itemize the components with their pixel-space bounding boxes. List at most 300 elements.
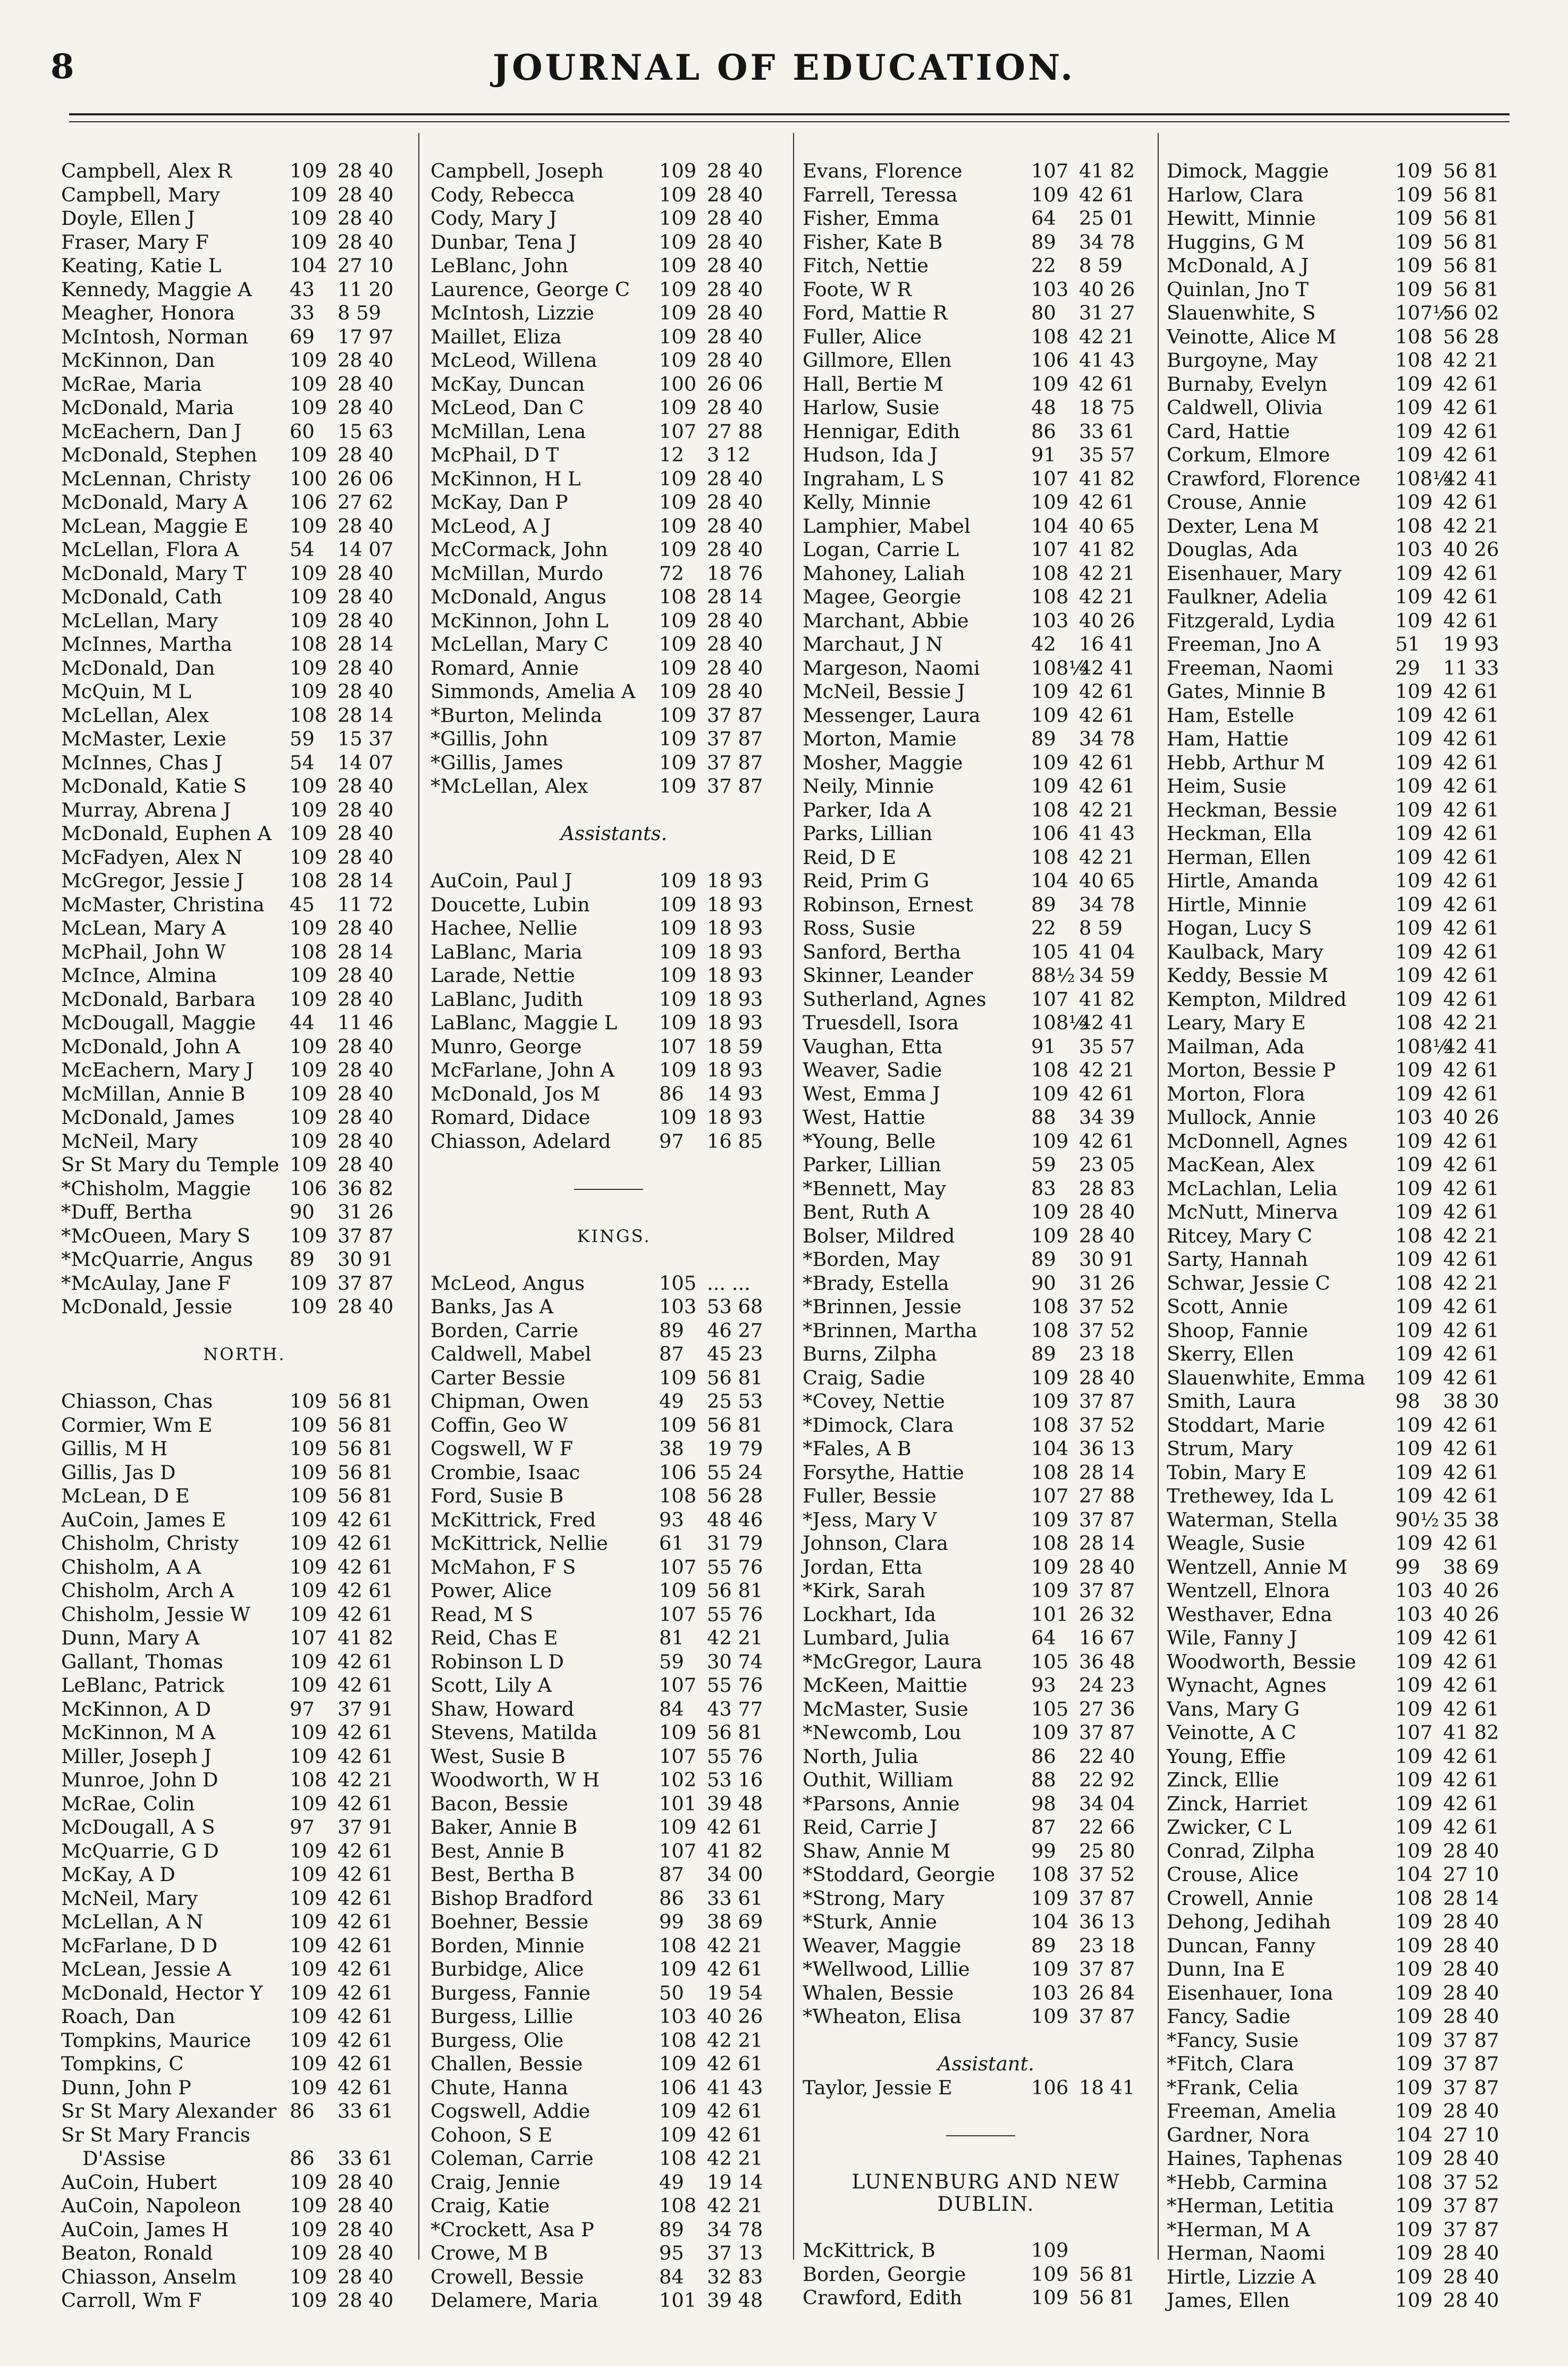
days-taught: 109: [290, 2076, 327, 2099]
list-item: [431, 562, 797, 586]
grant-amount: 42 21: [1443, 1011, 1499, 1034]
grant-amount: 11 72: [338, 893, 394, 916]
list-item: [431, 1059, 797, 1083]
list-item: [431, 2194, 797, 2218]
teacher-name: *Stoddard, Georgie: [803, 1863, 996, 1886]
teacher-name: McKittrick, Fred: [431, 1508, 596, 1531]
teacher-name: Romard, Annie: [431, 656, 579, 679]
days-taught: 60: [290, 419, 315, 443]
teacher-name: Burgess, Olie: [431, 2028, 564, 2052]
days-taught: 109: [1395, 1674, 1433, 1697]
days-taught: 108: [1031, 1863, 1069, 1886]
days-taught: 51: [1395, 633, 1420, 656]
list-item: [61, 515, 428, 539]
days-taught: 109: [659, 183, 697, 206]
list-item: [1167, 160, 1533, 183]
list-item: [431, 1674, 797, 1698]
list-item: [61, 1248, 428, 1272]
list-item: [431, 1508, 797, 1532]
teacher-name: Crowell, Annie: [1167, 1886, 1313, 1910]
teacher-name: Carroll, Wm F: [61, 2289, 202, 2312]
teacher-name: Crawford, Florence: [1167, 467, 1361, 490]
teacher-name: Douglas, Ada: [1167, 538, 1298, 561]
list-item: [61, 1603, 428, 1627]
list-item: [61, 1177, 428, 1201]
days-taught: 109: [1395, 703, 1433, 727]
list-item: [803, 2286, 1169, 2310]
teacher-name: Fuller, Bessie: [803, 1484, 937, 1507]
grant-amount: 27 10: [338, 254, 394, 277]
teacher-name: Hewitt, Minnie: [1167, 207, 1316, 230]
spacer: [803, 2100, 1169, 2124]
teacher-name: *Covey, Nettie: [803, 1390, 945, 1413]
days-taught: 108: [1031, 325, 1069, 348]
teacher-name: Fitch, Nettie: [803, 254, 929, 277]
grant-amount: 11 33: [1443, 656, 1499, 679]
list-item: [61, 1295, 428, 1319]
teacher-name: Laurence, George C: [431, 278, 630, 301]
grant-amount: 42 61: [1443, 1248, 1499, 1271]
days-taught: 109: [290, 2194, 327, 2217]
section-divider: [431, 1177, 797, 1201]
days-taught: 109: [1395, 1059, 1433, 1081]
list-item: [431, 301, 797, 325]
teacher-name: Munro, George: [431, 1035, 582, 1058]
teacher-name: Tompkins, Maurice: [61, 2028, 251, 2052]
list-item: [803, 1272, 1169, 1296]
days-taught: 109: [1395, 278, 1433, 301]
list-item: [1167, 1674, 1533, 1698]
teacher-name: North, Julia: [803, 1744, 918, 1768]
grant-amount: 42 61: [1443, 396, 1499, 419]
teacher-name: Burbidge, Alice: [431, 1958, 584, 1981]
list-item: [803, 988, 1169, 1012]
teacher-name: McLean, Mary A: [61, 917, 226, 939]
list-item: [1167, 609, 1533, 633]
days-taught: 109: [1031, 1886, 1069, 1910]
days-taught: 69: [290, 325, 315, 348]
grant-amount: 40 26: [1443, 1106, 1499, 1129]
grant-amount: 33 61: [338, 2147, 394, 2170]
list-item: [61, 1484, 428, 1508]
days-taught: 109: [1031, 680, 1069, 703]
grant-amount: 37 52: [1443, 2170, 1499, 2194]
days-taught: 109: [1395, 1768, 1433, 1791]
grant-amount: 41 43: [1079, 349, 1135, 372]
teacher-name: Craig, Sadie: [803, 1366, 925, 1389]
teacher-name: McDonald, John A: [61, 1035, 240, 1058]
list-item: [1167, 1982, 1533, 2006]
grant-amount: 40 26: [1443, 538, 1499, 561]
list-item: [431, 1745, 797, 1769]
teacher-name: Burnaby, Evelyn: [1167, 372, 1328, 396]
list-item: [61, 2076, 428, 2100]
list-item: [431, 2266, 797, 2289]
list-item: [1167, 1958, 1533, 1982]
days-taught: 109: [1395, 680, 1433, 703]
grant-amount: 42 61: [1079, 680, 1135, 703]
days-taught: 109: [1395, 1532, 1433, 1555]
grant-amount: 28 40: [1443, 1958, 1499, 1981]
teacher-name: Smith, Laura: [1167, 1390, 1296, 1413]
list-item: [61, 254, 428, 278]
grant-amount: 28 40: [338, 183, 394, 206]
list-item: [61, 1698, 428, 1722]
grant-amount: 42 61: [1443, 1082, 1499, 1105]
teacher-name: Zwicker, C L: [1167, 1816, 1292, 1839]
grant-amount: 28 40: [1443, 1910, 1499, 1933]
days-taught: 61: [659, 1532, 684, 1555]
header-rule-thin: [69, 121, 1510, 122]
days-taught: 109: [659, 656, 697, 679]
teacher-name: Reid, D E: [803, 845, 897, 869]
teacher-name: Cormier, Wm E: [61, 1413, 213, 1437]
list-item: [61, 1982, 428, 2006]
teacher-name: McLean, D E: [61, 1484, 190, 1507]
days-taught: 109: [1031, 1508, 1069, 1531]
days-taught: 45: [290, 893, 315, 916]
grant-amount: 41 43: [1079, 822, 1135, 845]
days-taught: 109: [290, 349, 327, 372]
list-item: [803, 396, 1169, 420]
teacher-name: *Chisholm, Maggie: [61, 1177, 251, 1200]
days-taught: 22: [1031, 254, 1056, 277]
list-item: [1167, 1863, 1533, 1887]
days-taught: 103: [1031, 609, 1069, 632]
grant-amount: ... ...: [707, 1271, 751, 1295]
days-taught: 89: [290, 1248, 315, 1271]
days-taught: 108: [1031, 1461, 1069, 1484]
teacher-name: McLeod, A J: [431, 514, 551, 538]
spacer: [431, 1153, 797, 1177]
days-taught: 109: [290, 917, 327, 939]
list-item: [61, 941, 428, 964]
teacher-name: Challen, Bessie: [431, 2052, 583, 2075]
teacher-name: Gillmore, Ellen: [803, 349, 952, 372]
list-item: [431, 1366, 797, 1390]
grant-amount: 28 40: [338, 1082, 394, 1105]
list-item: [1167, 1153, 1533, 1177]
grant-amount: 34 78: [1079, 727, 1135, 750]
grant-amount: 24 23: [1079, 1674, 1135, 1697]
days-taught: 108: [1031, 561, 1069, 585]
teacher-name: McLeod, Willena: [431, 349, 597, 372]
teacher-name: Parks, Lillian: [803, 822, 933, 845]
grant-amount: 28 40: [338, 160, 394, 182]
grant-amount: 28 40: [707, 680, 763, 703]
list-item: [61, 609, 428, 633]
list-item: [431, 325, 797, 349]
teacher-name: Mosher, Maggie: [803, 751, 963, 774]
grant-amount: 38 30: [1443, 1390, 1499, 1413]
teacher-name: Dimock, Maggie: [1167, 160, 1329, 182]
teacher-name: Dunbar, Tena J: [431, 230, 577, 254]
teacher-name: *Kirk, Sarah: [803, 1579, 926, 1602]
teacher-name: Reid, Prim G: [803, 869, 930, 892]
teacher-name: Chisholm, A A: [61, 1555, 201, 1579]
list-item: [431, 2005, 797, 2029]
teacher-name: Morton, Bessie P: [1167, 1059, 1336, 1081]
days-taught: 108: [1395, 1271, 1433, 1295]
list-item: [431, 1887, 797, 1911]
grant-amount: 56 81: [1443, 160, 1499, 182]
teacher-name: *Young, Belle: [803, 1129, 936, 1153]
days-taught: 109: [1395, 1153, 1433, 1176]
grant-amount: 42 61: [1443, 491, 1499, 514]
days-taught: 108: [1395, 1886, 1433, 1910]
grant-amount: 18 93: [707, 1106, 763, 1129]
grant-amount: 56 81: [707, 1366, 763, 1389]
teacher-name: Caldwell, Olivia: [1167, 396, 1323, 419]
days-taught: 101: [659, 1792, 697, 1815]
list-item: [803, 633, 1169, 657]
list-item: [61, 1224, 428, 1248]
grant-amount: 41 04: [1079, 940, 1135, 963]
grant-amount: 33 61: [1079, 419, 1135, 443]
list-item: [431, 1910, 797, 1934]
list-item: [61, 1721, 428, 1745]
days-taught: 109: [1395, 2147, 1433, 2170]
days-taught: 103: [659, 1295, 697, 1318]
list-item: [1167, 254, 1533, 278]
grant-amount: 42 21: [707, 2147, 763, 2170]
grant-amount: 28 40: [1443, 2289, 1499, 2312]
days-taught: 109: [290, 1981, 327, 2004]
list-item: [1167, 1130, 1533, 1154]
days-taught: 100: [659, 372, 697, 396]
teacher-name: McKay, A D: [61, 1863, 175, 1886]
days-taught: 109: [1395, 1697, 1433, 1721]
grant-amount: 28 40: [338, 372, 394, 396]
grant-amount: 28 14: [338, 940, 394, 963]
teacher-name: Card, Hattie: [1167, 419, 1290, 443]
list-item: [61, 1863, 428, 1887]
grant-amount: 30 74: [707, 1650, 763, 1673]
list-item: [1167, 1319, 1533, 1343]
days-taught: 109: [1395, 2265, 1433, 2288]
page-header: [0, 47, 1568, 95]
grant-amount: 25 80: [1079, 1839, 1135, 1862]
list-item: [61, 1674, 428, 1698]
grant-amount: 28 40: [707, 656, 763, 679]
teacher-name: McPhail, John W: [61, 940, 226, 963]
teacher-name: Chute, Hanna: [431, 2076, 568, 2099]
grant-amount: 55 24: [707, 1461, 763, 1484]
teacher-name: Crowe, M B: [431, 2242, 548, 2264]
grant-amount: 28 40: [338, 349, 394, 372]
grant-amount: 42 41: [1443, 467, 1499, 490]
list-item: [803, 1626, 1169, 1650]
list-item: [1167, 183, 1533, 207]
teacher-name: Mullock, Annie: [1167, 1106, 1316, 1129]
teacher-name: Carter Bessie: [431, 1366, 566, 1389]
teacher-name: Mahoney, Laliah: [803, 561, 965, 585]
days-taught: 107: [659, 1744, 697, 1768]
teacher-name: Cogswell, Addie: [431, 2100, 591, 2122]
teacher-name: Simmonds, Amelia A: [431, 680, 636, 703]
list-item: [61, 727, 428, 751]
days-taught: 109: [1031, 1082, 1069, 1105]
list-item: [431, 1792, 797, 1816]
list-item: [61, 1840, 428, 1864]
grant-amount: 26 06: [338, 467, 394, 490]
grant-amount: 28 40: [1443, 2147, 1499, 2170]
list-item: [1167, 301, 1533, 325]
list-item: [61, 1414, 428, 1438]
days-taught: 109: [290, 1934, 327, 1957]
grant-amount: 28 40: [338, 1129, 394, 1153]
grant-amount: 37 87: [707, 775, 763, 798]
teacher-name: *Brady, Estella: [803, 1271, 949, 1295]
teacher-name: McKinnon, John L: [431, 609, 609, 632]
list-item: [431, 1958, 797, 1982]
grant-amount: 42 61: [338, 1792, 394, 1815]
list-item: [431, 443, 797, 467]
grant-amount: 42 61: [1443, 585, 1499, 608]
grant-amount: 42 21: [1079, 845, 1135, 869]
list-item: [1167, 1910, 1533, 1934]
teacher-name: McEachern, Dan J: [61, 419, 242, 443]
grant-amount: 56 81: [1079, 2262, 1135, 2286]
grant-amount: 37 52: [1079, 1863, 1135, 1886]
teacher-name: Westhaver, Edna: [1167, 1602, 1333, 1626]
teacher-name: McFadyen, Alex N: [61, 845, 243, 869]
subsection-heading: Assistant.: [938, 2052, 1034, 2075]
days-taught: 109: [290, 183, 327, 206]
list-item: [431, 988, 797, 1012]
teacher-name: McLean, Jessie A: [61, 1958, 231, 1981]
days-taught: 88: [1031, 1768, 1056, 1791]
days-taught: 109: [1395, 845, 1433, 869]
teacher-name: Weaver, Sadie: [803, 1059, 942, 1081]
days-taught: 108: [659, 1934, 697, 1957]
list-item: [431, 1343, 797, 1366]
grant-amount: 27 10: [1443, 2123, 1499, 2146]
grant-amount: 16 67: [1079, 1626, 1135, 1649]
list-item: [803, 183, 1169, 207]
grant-amount: 41 82: [1079, 467, 1135, 490]
list-item: [1167, 1934, 1533, 1958]
days-taught: 109: [290, 1437, 327, 1460]
teacher-name: Hachee, Nellie: [431, 917, 578, 939]
days-taught: 88½: [1031, 964, 1075, 987]
teacher-name: *Duff, Bertha: [61, 1201, 192, 1223]
teacher-name: Stoddart, Marie: [1167, 1413, 1325, 1437]
days-taught: 109: [290, 1792, 327, 1815]
days-taught: 109: [659, 917, 697, 939]
days-taught: 107: [1031, 160, 1069, 182]
teacher-name: Hogan, Lucy S: [1167, 917, 1312, 939]
list-item: [1167, 585, 1533, 609]
list-item: [61, 680, 428, 704]
grant-amount: 18 41: [1079, 2076, 1135, 2099]
grant-amount: 42 61: [1443, 1697, 1499, 1721]
grant-amount: 18 93: [707, 940, 763, 963]
grant-amount: 37 87: [1443, 2218, 1499, 2241]
days-taught: 109: [290, 585, 327, 608]
days-taught: 109: [659, 254, 697, 277]
teacher-name: *Newcomb, Lou: [803, 1721, 962, 1744]
list-item: [803, 1863, 1169, 1887]
teacher-name: Trethewey, Ida L: [1167, 1484, 1333, 1507]
teacher-name: Keating, Katie L: [61, 254, 222, 277]
grant-amount: 18 75: [1079, 396, 1135, 419]
grant-amount: 28 40: [1443, 2242, 1499, 2264]
list-item: [431, 1840, 797, 1864]
grant-amount: 42 61: [338, 2028, 394, 2052]
days-taught: 109: [290, 1863, 327, 1886]
list-item: [803, 1224, 1169, 1248]
list-item: [1167, 2124, 1533, 2147]
days-taught: 107: [659, 1602, 697, 1626]
days-taught: 108: [1395, 1011, 1433, 1034]
list-item: [1167, 443, 1533, 467]
list-item: [803, 1840, 1169, 1864]
teacher-name: Vaughan, Etta: [803, 1035, 943, 1058]
teacher-name: Zinck, Harriet: [1167, 1792, 1308, 1815]
teacher-name: Outhit, William: [803, 1768, 954, 1791]
days-taught: 95: [659, 2242, 684, 2264]
days-taught: 104: [290, 254, 327, 277]
days-taught: 86: [1031, 419, 1056, 443]
days-taught: 109: [1395, 1343, 1433, 1365]
days-taught: 107: [1395, 1721, 1433, 1744]
days-taught: 104: [1031, 1437, 1069, 1460]
column-2: [431, 160, 797, 2313]
days-taught: 109: [1031, 1958, 1069, 1981]
days-taught: 108: [659, 2194, 697, 2217]
list-item: [61, 2124, 428, 2147]
list-item: [1167, 1768, 1533, 1792]
list-item: [1167, 1745, 1533, 1769]
list-item: [61, 2289, 428, 2313]
days-taught: 109: [290, 1650, 327, 1673]
list-item: [803, 562, 1169, 586]
teacher-name: McDonald, James: [61, 1106, 235, 1129]
teacher-name: Chisholm, Arch A: [61, 1579, 234, 1602]
teacher-name: McRae, Maria: [61, 372, 202, 396]
grant-amount: 28 40: [338, 2242, 394, 2264]
days-taught: 109: [1395, 1958, 1433, 1981]
list-item: [61, 2266, 428, 2289]
teacher-name: Shaw, Annie M: [803, 1839, 951, 1862]
teacher-name: Campbell, Mary: [61, 183, 220, 206]
days-taught: 72: [659, 561, 684, 585]
list-item: [803, 1461, 1169, 1485]
grant-amount: 16 41: [1079, 633, 1135, 656]
grant-amount: 42 61: [707, 1958, 763, 1981]
teacher-name: LeBlanc, Patrick: [61, 1674, 224, 1697]
grant-amount: 42 61: [1443, 822, 1499, 845]
days-taught: 109: [659, 491, 697, 514]
days-taught: 64: [1031, 207, 1056, 230]
grant-amount: 28 14: [338, 633, 394, 656]
teacher-name: *Fitch, Clara: [1167, 2052, 1294, 2075]
list-item: [803, 160, 1169, 183]
list-item: [431, 207, 797, 231]
teacher-name: Wile, Fanny J: [1167, 1626, 1297, 1649]
teacher-name: McInnes, Martha: [61, 633, 232, 656]
days-taught: 109: [659, 727, 697, 750]
days-taught: 49: [659, 1390, 684, 1413]
teacher-name: Tobin, Mary E: [1167, 1461, 1306, 1484]
grant-amount: 37 52: [1079, 1295, 1135, 1318]
grant-amount: 25 53: [707, 1390, 763, 1413]
days-taught: 109: [1395, 207, 1433, 230]
list-item: [431, 538, 797, 562]
days-taught: 103: [1395, 1602, 1433, 1626]
days-taught: 22: [1031, 917, 1056, 939]
